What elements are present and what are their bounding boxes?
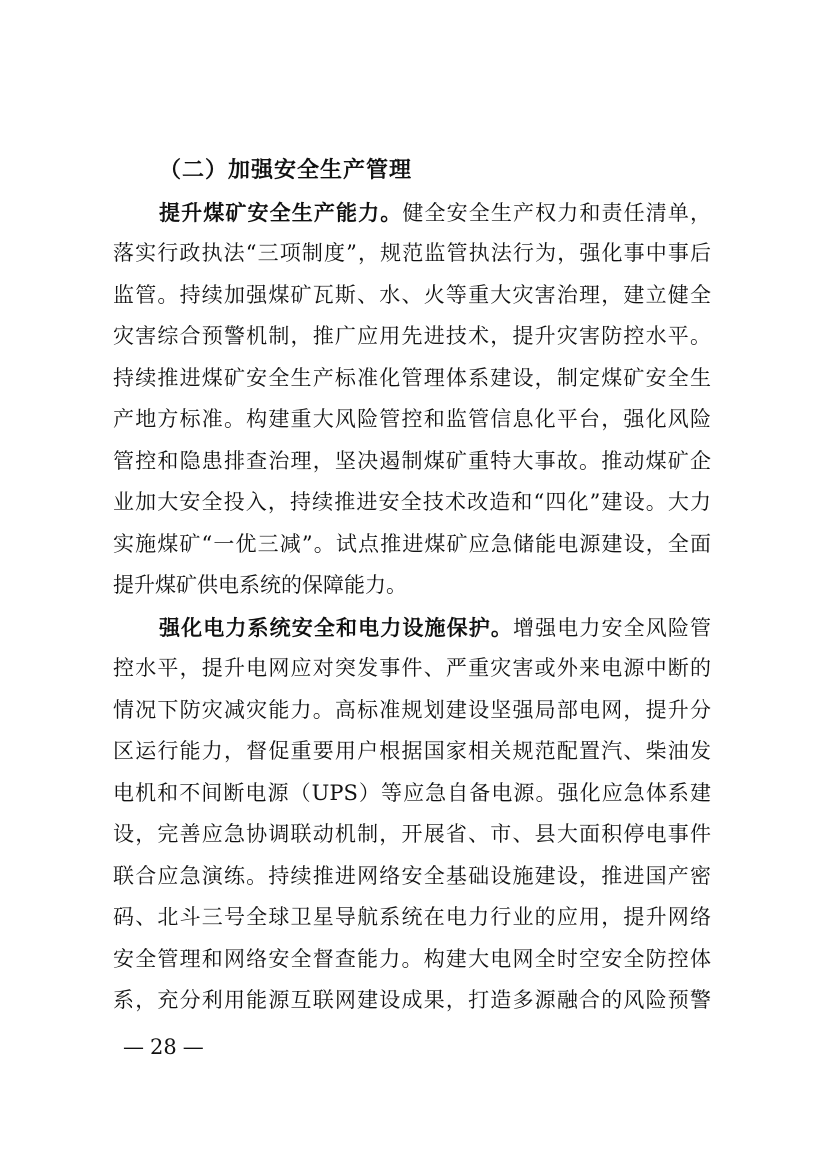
text-line: 电机和不间断电源（UPS）等应急自备电源。强化应急体系建: [113, 780, 711, 805]
text-line: 监管。持续加强煤矿瓦斯、水、火等重大灾害治理，建立健全: [113, 282, 711, 307]
section-heading: （二）加强安全生产管理: [159, 157, 413, 183]
text-line: 灾害综合预警机制，推广应用先进技术，提升灾害防控水平。: [113, 324, 711, 348]
paragraph-lead: 强化电力系统安全和电力设施保护。: [159, 614, 513, 640]
page-number: 28: [150, 1035, 177, 1059]
text-line: 提升煤矿安全生产能力。健全安全生产权力和责任清单，: [159, 199, 711, 225]
text-line: 持续推进煤矿安全生产标准化管理体系建设，制定煤矿安全生: [113, 365, 711, 390]
text-line: 联合应急演练。持续推进网络安全基础设施建设，推进国产密: [113, 863, 711, 888]
text-line: 码、北斗三号全球卫星导航系统在电力行业的应用，提升网络: [113, 905, 711, 929]
text-line: 情况下防灾减灾能力。高标准规划建设坚强局部电网，提升分: [113, 697, 711, 722]
text-line: 业加大安全投入，持续推进安全技术改造和“四化”建设。大力: [113, 490, 711, 514]
text-line: 区运行能力，督促重要用户根据国家相关规范配置汽、柴油发: [113, 739, 711, 763]
text-line: 提升煤矿供电系统的保障能力。: [113, 573, 407, 597]
text-line: 设，完善应急协调联动机制，开展省、市、县大面积停电事件: [113, 822, 711, 846]
text-line: 安全管理和网络安全督查能力。构建大电网全时空安全防控体: [113, 946, 711, 971]
text-line: 实施煤矿“一优三减”。试点推进煤矿应急储能电源建设，全面: [113, 531, 711, 556]
text-line: 管控和隐患排查治理，坚决遏制煤矿重特大事故。推动煤矿企: [113, 448, 711, 473]
text-line: 系，充分利用能源互联网建设成果，打造多源融合的风险预警: [113, 988, 711, 1012]
paragraphs: [113, 192, 711, 1022]
text-line: 落实行政执法“三项制度”，规范监管执法行为，强化事中事后: [113, 241, 711, 265]
text-line: 产地方标准。构建重大风险管控和监管信息化平台，强化风险: [113, 407, 711, 431]
text-line: 强化电力系统安全和电力设施保护。增强电力安全风险管: [159, 614, 711, 640]
footer-dash-right: —: [182, 1035, 204, 1059]
text-line: 控水平，提升电网应对突发事件、严重灾害或外来电源中断的: [113, 656, 711, 680]
paragraph-lead: 提升煤矿安全生产能力。: [159, 199, 403, 225]
page-footer: [117, 1033, 210, 1061]
footer-dash-left: —: [123, 1035, 144, 1059]
document-content: [113, 150, 711, 1022]
